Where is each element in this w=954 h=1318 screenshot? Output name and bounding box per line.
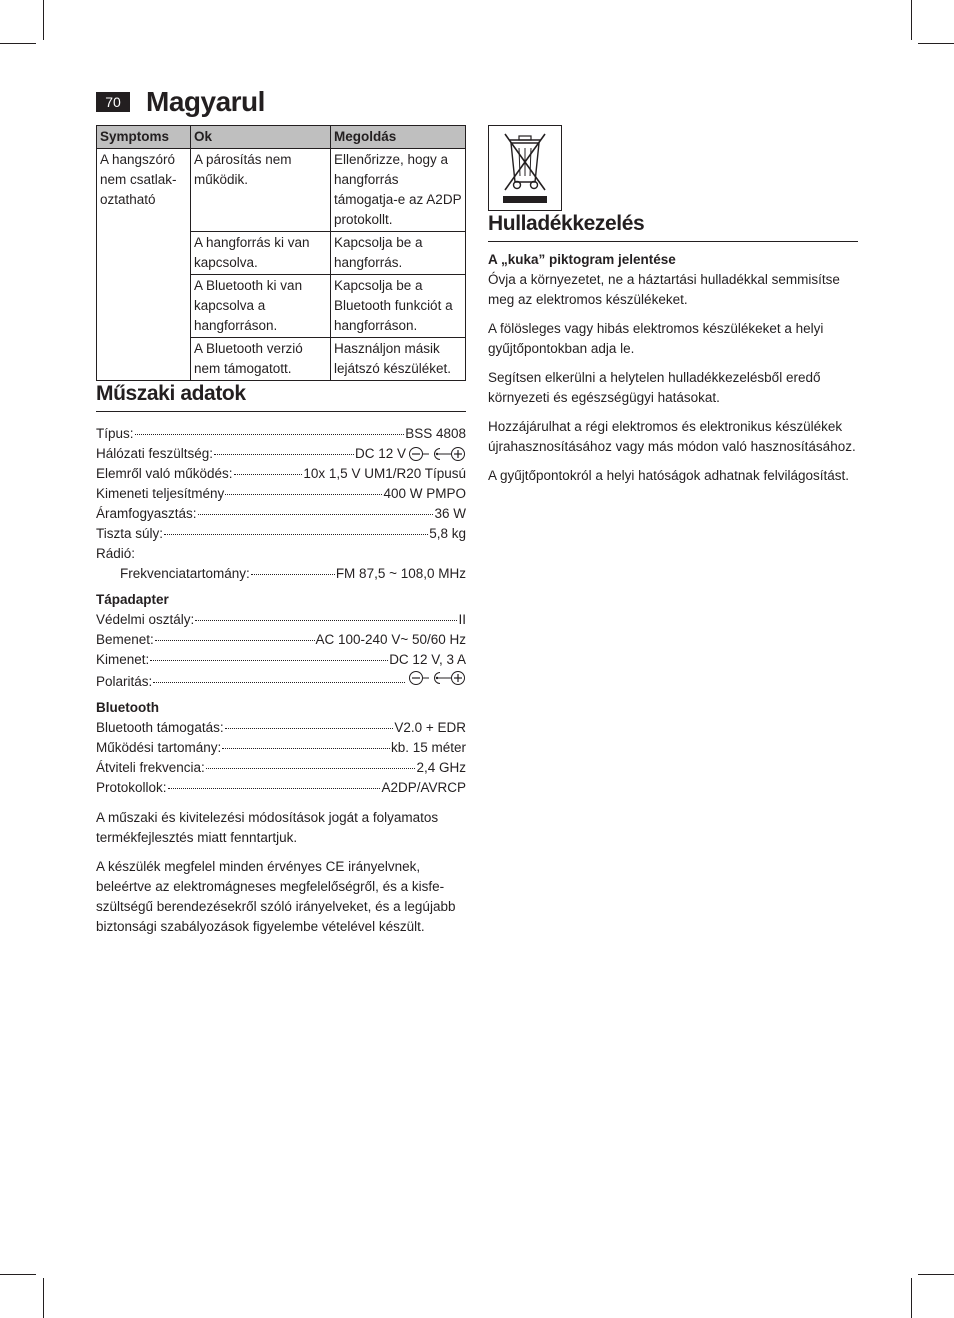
spec-row-input <box>96 630 466 650</box>
left-column <box>96 125 466 937</box>
adapter-heading: Tápadapter <box>96 592 169 607</box>
pictogram-subheading: A „kuka” piktogram jelentése <box>488 252 676 267</box>
spec-label: Kimenet: <box>96 652 150 667</box>
solution-cell: Kapcsolja be a Bluetooth funkciót a hangforráson. <box>331 275 466 338</box>
spec-label: Átviteli frekvencia: <box>96 760 205 775</box>
leader-dots <box>153 681 405 683</box>
spec-value: V2.0 + EDR <box>394 720 466 735</box>
disposal-paragraph: A gyűjtőpontokról a helyi hatóságok adhatnak felvilágosítást. <box>488 468 849 483</box>
leader-dots <box>225 727 394 729</box>
leader-dots <box>222 747 390 749</box>
crop-mark <box>918 1274 954 1275</box>
spec-value: A2DP/AVRCP <box>381 780 466 795</box>
weee-symbol-box <box>488 125 562 211</box>
spec-value: DC 12 V, 3 A <box>389 652 466 667</box>
leader-dots <box>214 453 354 455</box>
spec-value: 10x 1,5 V UM1/R20 Típusú <box>303 466 466 481</box>
spec-value-wrap <box>406 670 466 686</box>
leader-dots <box>251 573 335 575</box>
spec-label: Kimeneti teljesítmény <box>96 486 225 501</box>
disposal-paragraph: Hozzájárulhat a régi elektromos és elektronikus készülékek újrahasznosításához vagy más módon való hasznosításához. <box>488 419 856 454</box>
leader-dots <box>198 513 434 515</box>
crop-mark <box>43 0 44 40</box>
spec-row-frequency-range <box>96 564 466 584</box>
spec-label: Típus: <box>96 426 134 441</box>
disposal-paragraph: A fölösleges vagy hibás elektromos készülékeket a helyi gyűjtőpontokban adja le. <box>488 321 824 356</box>
leader-dots <box>234 473 303 475</box>
spec-label: Tiszta súly: <box>96 526 164 541</box>
cause-cell: A párosítás nem működik. <box>191 149 331 232</box>
bluetooth-heading: Bluetooth <box>96 700 159 715</box>
spec-row-polarity <box>96 670 466 692</box>
cause-cell: A hangforrás ki van kapcsolva. <box>191 232 331 275</box>
spec-row-bt-frequency <box>96 758 466 778</box>
spec-value-wrap <box>355 444 466 464</box>
column-header-symptoms: Symptoms <box>97 126 191 149</box>
specs-heading: Műszaki adatok <box>96 381 466 412</box>
leader-dots <box>135 433 405 435</box>
spec-label: Áramfogyasztás: <box>96 506 197 521</box>
crop-mark <box>918 43 954 44</box>
spec-row-bt-support <box>96 718 466 738</box>
leader-dots <box>168 787 381 789</box>
right-column <box>488 125 858 495</box>
spec-label: Frekvenciatartomány: <box>120 566 250 581</box>
spec-value: AC 100-240 V~ 50/60 Hz <box>315 632 466 647</box>
spec-row-output-power <box>96 484 466 504</box>
spec-row-consumption <box>96 504 466 524</box>
disposal-heading: Hulladékkezelés <box>488 211 858 242</box>
solution-cell: Ellenőrizze, hogy a hangforrás támogatja-e az A2DP protokollt. <box>331 149 466 232</box>
note-paragraph: A műszaki és kivitelezési módosítások jogát a folyamatos termékfejlesztés miatt fenntartjuk. <box>96 810 439 845</box>
leader-dots <box>225 493 382 495</box>
disposal-paragraph: Óvja a környezetet, ne a háztartási hulladékkal semmisítse meg az elektromos készülékeket. <box>488 272 840 307</box>
spec-value: 400 W PMPO <box>383 486 466 501</box>
spec-value: 2,4 GHz <box>416 760 466 775</box>
troubleshooting-table <box>96 125 466 381</box>
spec-value: 36 W <box>434 506 466 521</box>
spec-row-mains-voltage <box>96 444 466 464</box>
crop-mark <box>0 43 36 44</box>
spec-row-bt-protocols <box>96 778 466 798</box>
radio-label: Rádió: <box>96 546 136 561</box>
crop-mark <box>911 0 912 40</box>
spec-value: FM 87,5 ~ 108,0 MHz <box>335 566 466 581</box>
spec-label: Polaritás: <box>96 674 153 689</box>
note-paragraph: A készülék megfelel minden érvényes CE irányelvnek, beleértve az elektromágneses megfelelőségről, és a kisfe-szültségű berendezésekről szóló irányelveket, és a legújabb biztonsági szabályozások figyelembe vételével készült. <box>96 859 456 934</box>
polarity-symbol-icon <box>408 670 466 686</box>
spec-label: Bemenet: <box>96 632 154 647</box>
spec-label: Védelmi osztály: <box>96 612 195 627</box>
spec-row-net-weight <box>96 524 466 544</box>
crop-mark <box>43 1278 44 1318</box>
leader-dots <box>195 619 457 621</box>
spec-label: Bluetooth támogatás: <box>96 720 224 735</box>
leader-dots <box>150 659 388 661</box>
solution-cell: Használjon másik lejátszó készüléket. <box>331 338 466 381</box>
spec-row-output <box>96 650 466 670</box>
spec-label: Protokollok: <box>96 780 167 795</box>
leader-dots <box>206 767 416 769</box>
spec-label: Hálózati feszültség: <box>96 446 214 461</box>
table-header-row <box>97 126 466 149</box>
cause-cell: A Bluetooth ki van kapcsolva a hangforráson. <box>191 275 331 338</box>
crossed-out-wheelie-bin-icon <box>489 126 561 210</box>
crop-mark <box>0 1274 36 1275</box>
solution-cell: Kapcsolja be a hangforrás. <box>331 232 466 275</box>
disposal-paragraph: Segítsen elkerülni a helytelen hulladékkezelésből eredő környezeti és egészségügyi hatásokat. <box>488 370 821 405</box>
polarity-symbol-icon <box>408 446 466 462</box>
column-header-cause: Ok <box>191 126 331 149</box>
spec-label: Elemről való működés: <box>96 466 233 481</box>
specs-list <box>96 424 466 798</box>
spec-value: kb. 15 méter <box>390 740 466 755</box>
page-title: Magyarul <box>146 86 265 117</box>
table-row <box>97 149 466 232</box>
spec-label: Működési tartomány: <box>96 740 222 755</box>
leader-dots <box>164 533 428 535</box>
symptom-cell: A hangszóró nem csatlak-oztatható <box>97 149 191 381</box>
spec-row-battery <box>96 464 466 484</box>
spec-row-type <box>96 424 466 444</box>
leader-dots <box>155 639 315 641</box>
spec-value: BSS 4808 <box>405 426 466 441</box>
spec-value: 5,8 kg <box>429 526 466 541</box>
spec-value: DC 12 V <box>354 446 406 461</box>
spec-row-protection-class <box>96 610 466 630</box>
page-number: 70 <box>96 92 130 112</box>
crop-mark <box>911 1278 912 1318</box>
spec-row-bt-range <box>96 738 466 758</box>
cause-cell: A Bluetooth verzió nem támogatott. <box>191 338 331 381</box>
column-header-solution: Megoldás <box>331 126 466 149</box>
spec-value: II <box>458 612 466 627</box>
